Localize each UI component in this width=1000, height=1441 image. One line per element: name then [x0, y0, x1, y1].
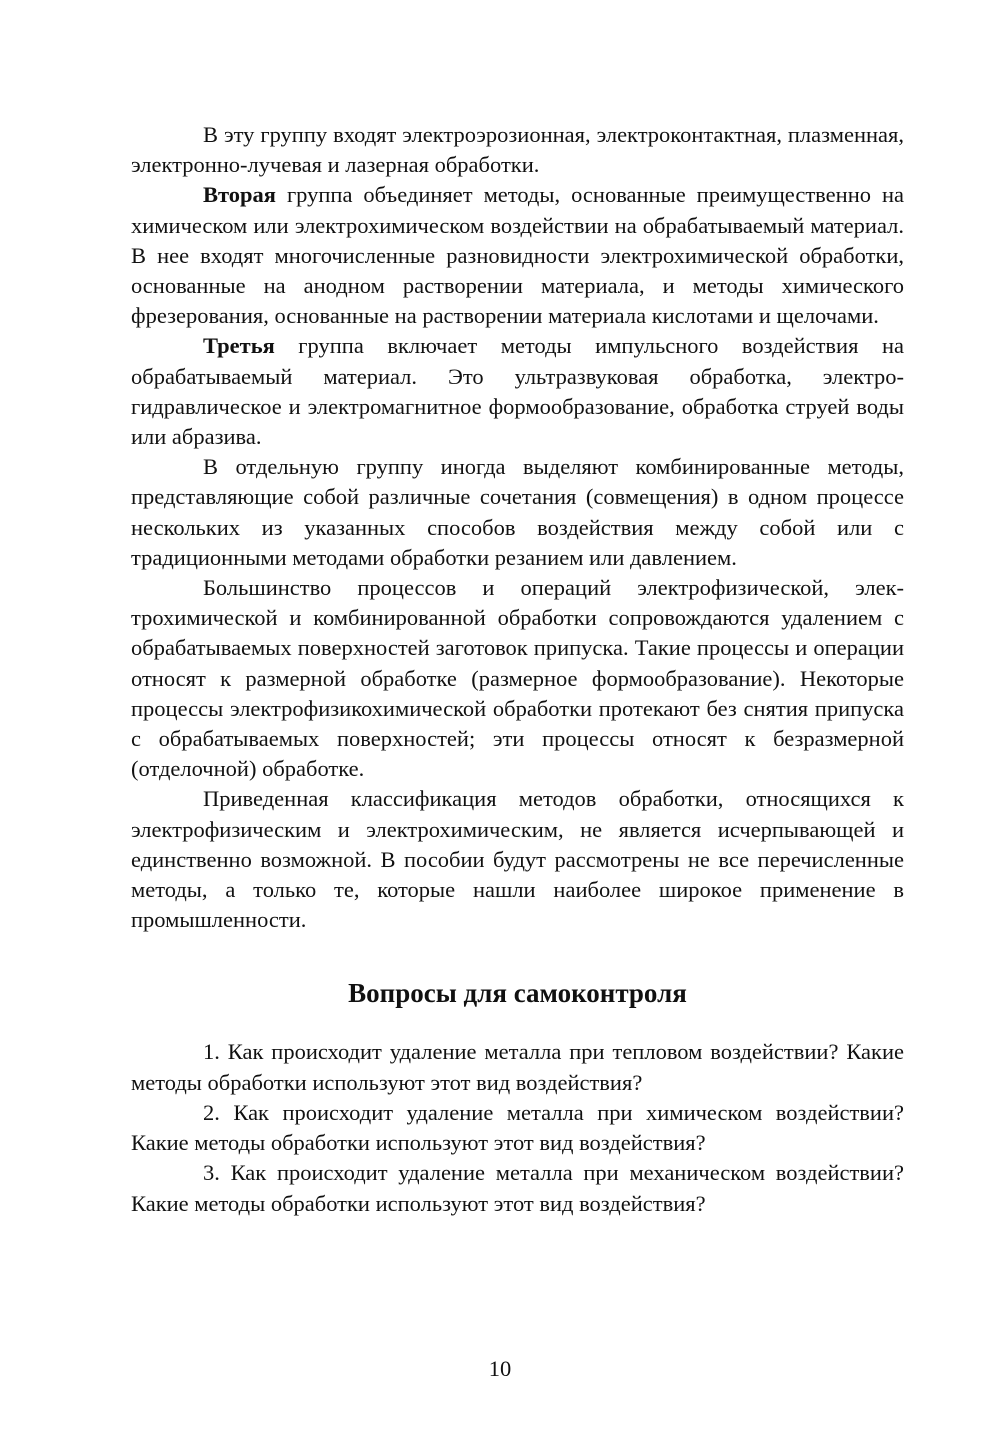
questions-list	[131, 1037, 904, 1218]
second-group-lead: Вторая	[203, 182, 276, 208]
paragraph-third-group	[131, 331, 904, 452]
question-item: 1. Как происходит удаление металла при тепловом воздействии? Какие методы обработки используют этот вид воздействия?	[131, 1039, 904, 1095]
paragraph-combined-methods: В отдельную группу иногда выделяют комбинированные методы, представляющие собой различные сочетания (совмещения) в одном процессе нескольких из указанных способов воздействия между собой или с традиционными методами обработки резанием или давлением.	[131, 454, 904, 570]
third-group-lead: Третья	[203, 333, 275, 359]
question-item: 2. Как происходит удаление металла при химическом воздействии? Какие методы обработки используют этот вид воздействия?	[131, 1099, 904, 1156]
page-content	[131, 120, 904, 1219]
paragraph-dimensional-processing: Большинство процессов и операций электрофизической, электрохимической и комбинированной обработки сопровождаются удалением с обрабатываемых поверхностей заготовок припуска. Такие процессы и операции относят к размерной обработке (размерное формообразование). Некоторые процессы электрофизикохимической обработки протекают без снятия припуска с обрабатываемых поверхностей; эти процессы относят к безразмерной (отделочной) обработке.	[131, 575, 904, 782]
question-item: 3. Как происходит удаление металла при механическом воздействии? Какие методы обработки используют этот вид воздействия?	[131, 1160, 904, 1216]
paragraph-second-group	[131, 180, 904, 331]
paragraph-classification-note: Приведенная классификация методов обработки, относящихся к электрофизическим и электрохимическим, не является исчерпывающей и единственно возможной. В пособии будут рассмотрены не все перечисленные методы, а только те, которые нашли наиболее широкое применение в промышленности.	[131, 786, 904, 933]
section-title-self-check: Вопросы для самоконтроля	[348, 978, 687, 1009]
second-group-text: группа объединяет методы, основанные преимущественно на химическом или электрохимическом воздействии на обрабатываемый материал. В нее входят многочисленные разновидности электрохимической обработки, основанные на анодном растворении материала, и методы химического фрезерования, основанные на растворении материала кислотами и щелочами.	[131, 182, 904, 329]
page-number: 10	[488, 1356, 512, 1381]
paragraph-first-group: В эту группу входят электроэрозионная, электроконтактная, плазменная, электронно-лучевая и лазерная обработки.	[131, 122, 904, 178]
third-group-text: группа включает методы импульсного воздействия на обрабатываемый материал. Это ультразвуковая обработка, электрогидравлическое и электромагнитное формообразование, обработка струей воды или абразива.	[131, 333, 904, 450]
